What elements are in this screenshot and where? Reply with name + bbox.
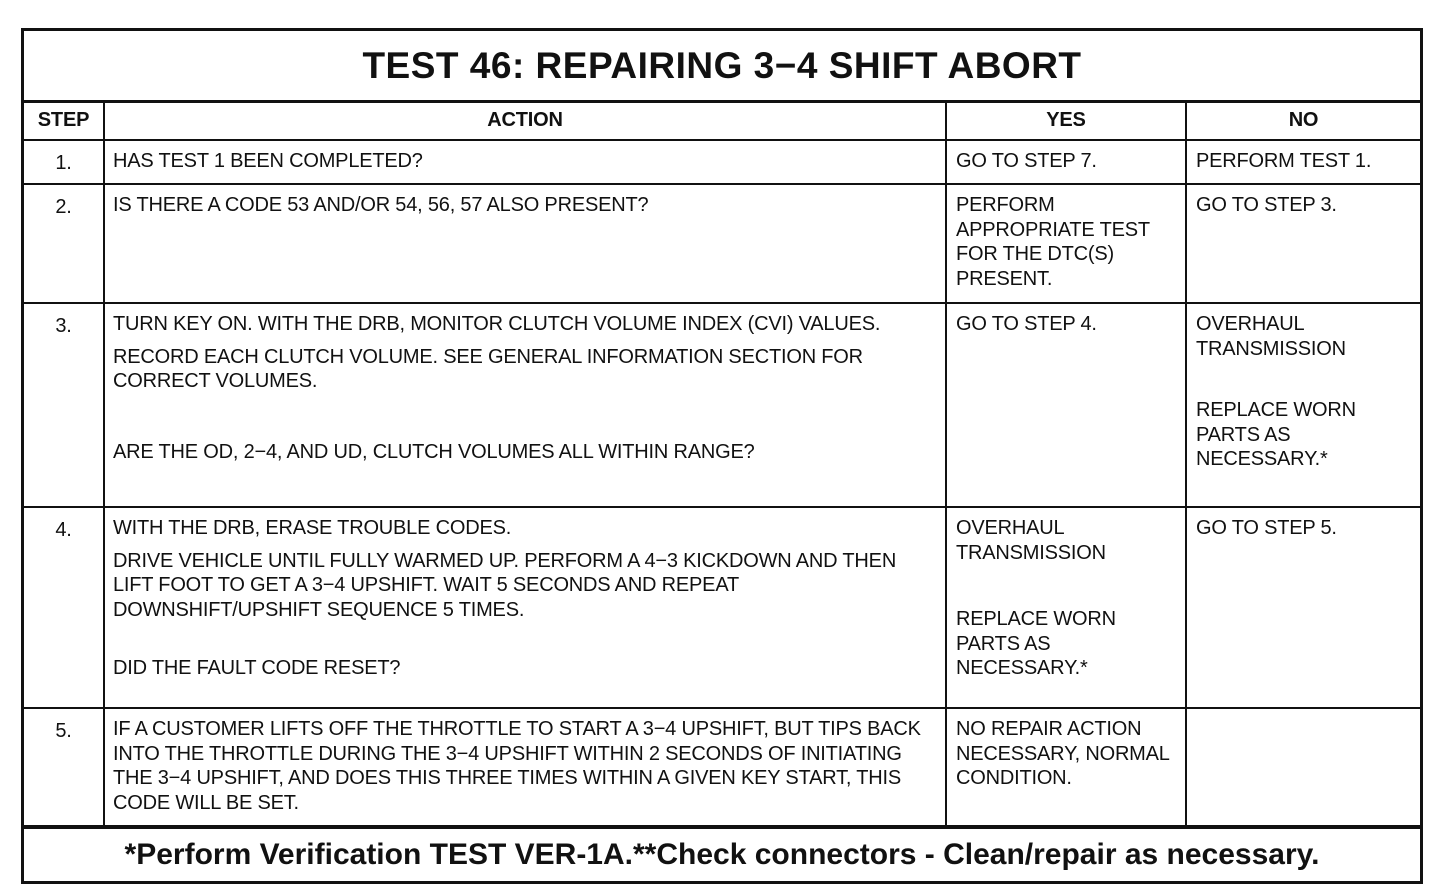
no-text: OVERHAUL TRANSMISSION bbox=[1196, 313, 1346, 360]
no-text: REPLACE WORN PARTS AS NECESSARY.* bbox=[1196, 399, 1356, 470]
action-text: DRIVE VEHICLE UNTIL FULLY WARMED UP. PERFORM A 4−3 KICKDOWN AND THEN LIFT FOOT TO GET A 3−4 UPSHIFT. WAIT 5 SECONDS AND REPEAT DOWNSHIFT/UPSHIFT SEQUENCE 5 TIMES. bbox=[113, 549, 897, 621]
header-no: NO bbox=[1186, 102, 1420, 140]
yes-text: PERFORM APPROPRIATE TEST FOR THE DTC(S) PRESENT. bbox=[956, 194, 1150, 290]
action-cell bbox=[104, 140, 946, 184]
connectors-note: **Check connectors - Clean/repair as necessary. bbox=[633, 838, 1320, 871]
table-row bbox=[24, 507, 1420, 708]
yes-cell bbox=[946, 140, 1186, 184]
action-cell bbox=[104, 303, 946, 507]
table-row bbox=[24, 184, 1420, 303]
test-steps-table bbox=[24, 102, 1420, 827]
yes-text: REPLACE WORN PARTS AS NECESSARY.* bbox=[956, 608, 1116, 679]
step-number: 5. bbox=[24, 708, 104, 826]
yes-cell bbox=[946, 303, 1186, 507]
header-yes: YES bbox=[946, 102, 1186, 140]
table-row bbox=[24, 708, 1420, 826]
yes-cell bbox=[946, 708, 1186, 826]
step-number: 2. bbox=[24, 184, 104, 303]
no-text: PERFORM TEST 1. bbox=[1196, 150, 1372, 172]
action-text: HAS TEST 1 BEEN COMPLETED? bbox=[113, 150, 423, 172]
yes-text: GO TO STEP 4. bbox=[956, 313, 1097, 335]
yes-text: OVERHAUL TRANSMISSION bbox=[956, 517, 1106, 564]
no-cell bbox=[1186, 303, 1420, 507]
action-cell bbox=[104, 507, 946, 708]
action-question: DID THE FAULT CODE RESET? bbox=[113, 657, 401, 679]
step-number: 1. bbox=[24, 140, 104, 184]
no-cell bbox=[1186, 140, 1420, 184]
no-text: GO TO STEP 3. bbox=[1196, 194, 1337, 216]
footer-notes bbox=[24, 826, 1420, 881]
action-text: WITH THE DRB, ERASE TROUBLE CODES. bbox=[113, 517, 512, 539]
action-cell bbox=[104, 708, 946, 826]
yes-text: NO REPAIR ACTION NECESSARY, NORMAL CONDITION. bbox=[956, 718, 1169, 789]
table-header-row bbox=[24, 102, 1420, 140]
table-row bbox=[24, 303, 1420, 507]
diagnostic-test-sheet bbox=[21, 28, 1423, 884]
yes-cell bbox=[946, 184, 1186, 303]
action-text: IF A CUSTOMER LIFTS OFF THE THROTTLE TO START A 3−4 UPSHIFT, BUT TIPS BACK INTO THE THROTTLE DURING THE 3−4 UPSHIFT WITHIN 2 SECONDS OF INITIATING THE 3−4 UPSHIFT, AND DOES THIS THREE TIMES WITHIN A GIVEN KEY START, THIS CODE WILL BE SET. bbox=[113, 718, 921, 814]
no-cell bbox=[1186, 708, 1420, 826]
table-row bbox=[24, 140, 1420, 184]
action-text: TURN KEY ON. WITH THE DRB, MONITOR CLUTCH VOLUME INDEX (CVI) VALUES. bbox=[113, 313, 881, 335]
action-text: IS THERE A CODE 53 AND/OR 54, 56, 57 ALSO PRESENT? bbox=[113, 194, 649, 216]
step-number: 3. bbox=[24, 303, 104, 507]
page-title: TEST 46: REPAIRING 3−4 SHIFT ABORT bbox=[24, 31, 1420, 103]
verification-note: *Perform Verification TEST VER-1A. bbox=[124, 838, 633, 871]
no-text: GO TO STEP 5. bbox=[1196, 517, 1337, 539]
no-cell bbox=[1186, 507, 1420, 708]
no-cell bbox=[1186, 184, 1420, 303]
action-cell bbox=[104, 184, 946, 303]
action-text: RECORD EACH CLUTCH VOLUME. SEE GENERAL INFORMATION SECTION FOR CORRECT VOLUMES. bbox=[113, 345, 863, 392]
header-step: STEP bbox=[24, 102, 104, 140]
action-question: ARE THE OD, 2−4, AND UD, CLUTCH VOLUMES ALL WITHIN RANGE? bbox=[113, 440, 755, 463]
yes-text: GO TO STEP 7. bbox=[956, 150, 1097, 172]
step-number: 4. bbox=[24, 507, 104, 708]
yes-cell bbox=[946, 507, 1186, 708]
header-action: ACTION bbox=[104, 102, 946, 140]
